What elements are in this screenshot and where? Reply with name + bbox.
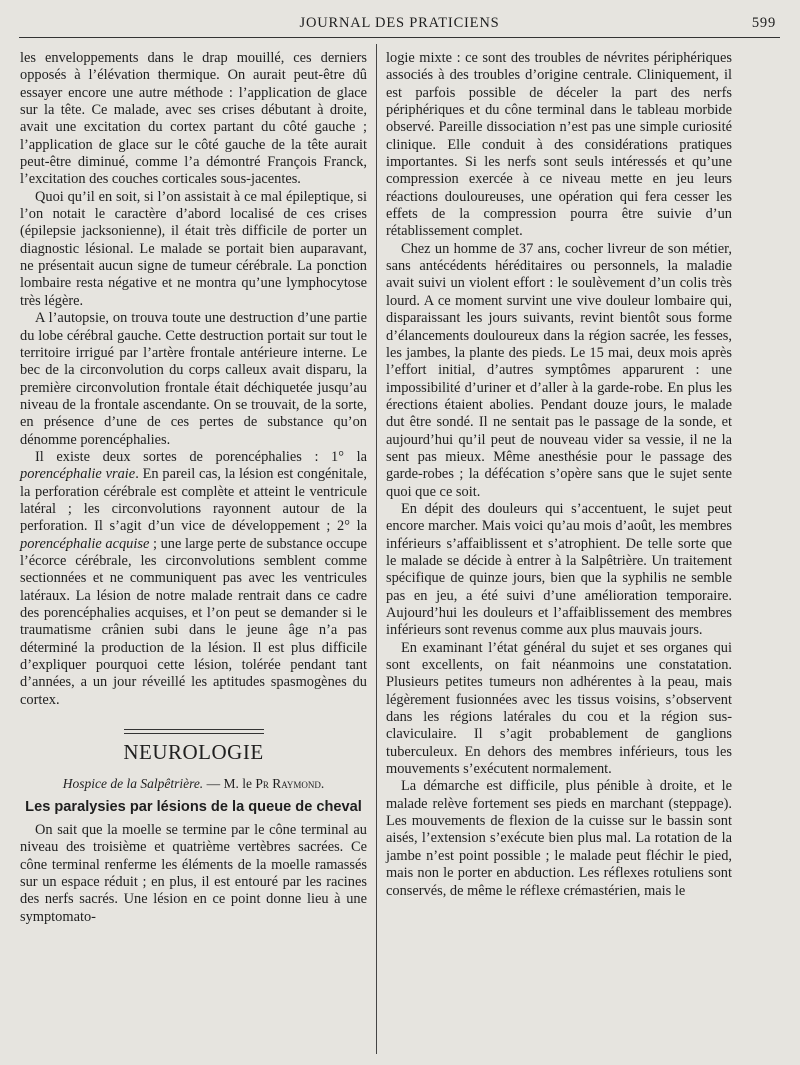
paragraph: En dépit des douleurs qui s’accentuent, le sujet peut encore marcher. Mais voici qu’au mois d’août, les membres inférieurs s’affaiblissent et s’atrophient. De telle sorte que le malade se décide à entrer à la Salpêtrière. Un traitement spécifique de quinze jours, bien que la syphilis ne semble pas en jeu, a été suivi d’une amélioration temporaire. Aujourd’hui les douleurs et l’affaiblissement des membres inférieurs sont revenus comme aux plus mauvais jours. [386, 500, 732, 639]
page-number: 599 [751, 15, 776, 31]
porencephalie-paragraph [20, 449, 367, 709]
paragraph: logie mixte : ce sont des troubles de névrites périphériques associés à des troubles d’origine centrale. Cliniquement, il est parfois possible de déceler la part des nerfs périphériques et du cône terminal dans le tableau morbide observé. Pareille dissociation n’est pas une simple curiosité clinique. Elle conduit à des considérations pratiques importantes. Si les nerfs sont seuls intéressés et qu’une compression exercée à ce niveau mette en jeu leurs réactions douloureuses, une opération qui fera cesser les effets de la compression pourra être suivie d’un rétablissement complet. [386, 50, 732, 240]
paragraph: En examinant l’état général du sujet et ses organes qui sont excellents, on fait néanmoins une constatation. Plusieurs petites tumeurs non adhérentes à la peau, mais légèrement fusionnées avec les tissus voisins, s’observent dans les régions latérales du cou et la région sus-claviculaire. Il s’agit probablement de ganglions tuberculeux. En dehors des membres inférieurs, tous les mouvements s’exécutent normalement. [386, 639, 732, 778]
lecture-byline [20, 775, 367, 792]
left-column [20, 50, 367, 926]
paragraph: les enveloppements dans le drap mouillé, ces derniers opposés à l’élévation thermique. On aurait peut-être dû essayer encore une autre méthode : l’application de glace sur la tête. Ce malade, avec ses crises débutant à droite, avait une excitation du cortex partant du côté gauche ; l’application de glace sur le côté gauche de la tête aurait peut-être diminué, comme l’a démontré François Franck, l’excitation des couches corticales sous-jacentes. [20, 50, 367, 188]
section-divider [124, 729, 264, 734]
byline-dash: — M. le [203, 776, 256, 792]
paragraph: A l’autopsie, on trouva toute une destruction d’une partie du lobe cérébral gauche. Cette destruction portait sur tout le territoire irrigué par l’artère frontale antérieure interne. Le bec de la circonvolution du corps calleux avait disparu, la première circonvolution frontale était déchiquetée jusqu’au niveau de la frontale ascendante. On se trouvait, de la sorte, en présence d’une de ces pertes de substance qu’on dénomme porencéphalies. [20, 310, 367, 448]
paragraph: La démarche est difficile, plus pénible à droite, et le malade relève fortement ses pieds en marchant (steppage). Les mouvements de flexion de la cuisse sur le bassin sont aisés, l’extension s’exécute bien plus mal. La rotation de la jambe n’est point possible ; le malade peut fléchir le pied, mais non le porter en abduction. Les réflexes rotuliens sont conservés, de même le réflexe crémastérien, mais le [386, 778, 732, 899]
byline-professor: Pr Raymond. [255, 776, 325, 792]
column-rule [376, 44, 377, 1054]
text-run: Il existe deux sortes de porencéphalies : 1° la [35, 448, 367, 465]
byline-place: Hospice de la Salpêtrière. [62, 776, 204, 792]
text-run: . En pareil cas, la lésion est congénitale, la perforation cérébrale est complète et atteint le ventricule latéral ; les circonvolutions rayonnent autour de la perforation. Il s’agit d’un vice de développement ; 2° la [20, 466, 367, 535]
journal-title: JOURNAL DES PRATICIENS [299, 15, 500, 31]
paragraph: Quoi qu’il en soit, si l’on assistait à ce mal épileptique, si l’on notait le caractère d’abord localisé de ces crises (épilepsie jacksonienne), il était très difficile de porter un diagnostic lésional. Le malade se portait bien auparavant, ne présentait aucun signe de tumeur cérébrale. La ponction lombaire resta négative et ne montra qu’une lymphocytose très légère. [20, 188, 367, 309]
paragraph: On sait que la moelle se termine par le cône terminal au niveau des troisième et quatrième vertèbres sacrées. Ce cône terminal renferme les éléments de la moelle ramassés sur un espace réduit ; en plus, il est entouré par les racines des nerfs sacrés. Une lésion en ce point donne lieu à une symptomato- [20, 822, 367, 925]
text-run: ; une large perte de substance occupe l’écorce cérébrale, les circonvolutions semblent comme sectionnées et ne communiquent pas avec les ventricules latéraux. La lésion de notre malade rentrait dans ce cadre des porencéphalies acquises, et l’on peut se demander si le traumatisme crânien subi dans le jeune âge n’a pas déterminé la production de la lésion. Il est plus difficile d’expliquer pourquoi cette lésion, tolérée pendant tant d’années, a un jour réveillé les aptitudes spasmogènes du cortex. [20, 535, 367, 708]
right-column [386, 50, 732, 900]
paragraph: Chez un homme de 37 ans, cocher livreur de son métier, sans antécédents héréditaires ou personnels, la maladie avait suivi un violent effort : le soulèvement d’un colis très lourd. A ce moment survint une vive douleur lombaire qui, disparaissant les jours suivants, revint bientôt sous forme d’élancements douloureux dans la région sacrée, les fesses, les jambes, la plante des pieds. Le 15 mai, deux mois après l’effort initial, d’autres symptômes apparurent : une impossibilité d’uriner et d’aller à la garde-robe. En plus les érections étaient abolies. Pendant douze jours, le malade dut être sondé. Il ne sentait pas le passage de la sonde, et aujourd’hui qu’il peut de nouveau vider sa vessie, il ne la sent pas mieux. Même anesthésie pour le passage des garde-robes ; la défécation s’opère sans que le sujet sente quoi que ce soit. [386, 240, 732, 500]
section-title: NEUROLOGIE [123, 740, 264, 765]
term-porencephalie-vraie: porencéphalie vraie [20, 466, 136, 483]
running-header [19, 13, 780, 38]
term-porencephalie-acquise: porencéphalie acquise [20, 535, 150, 552]
lecture-title: Les paralysies par lésions de la queue de cheval [25, 798, 362, 815]
